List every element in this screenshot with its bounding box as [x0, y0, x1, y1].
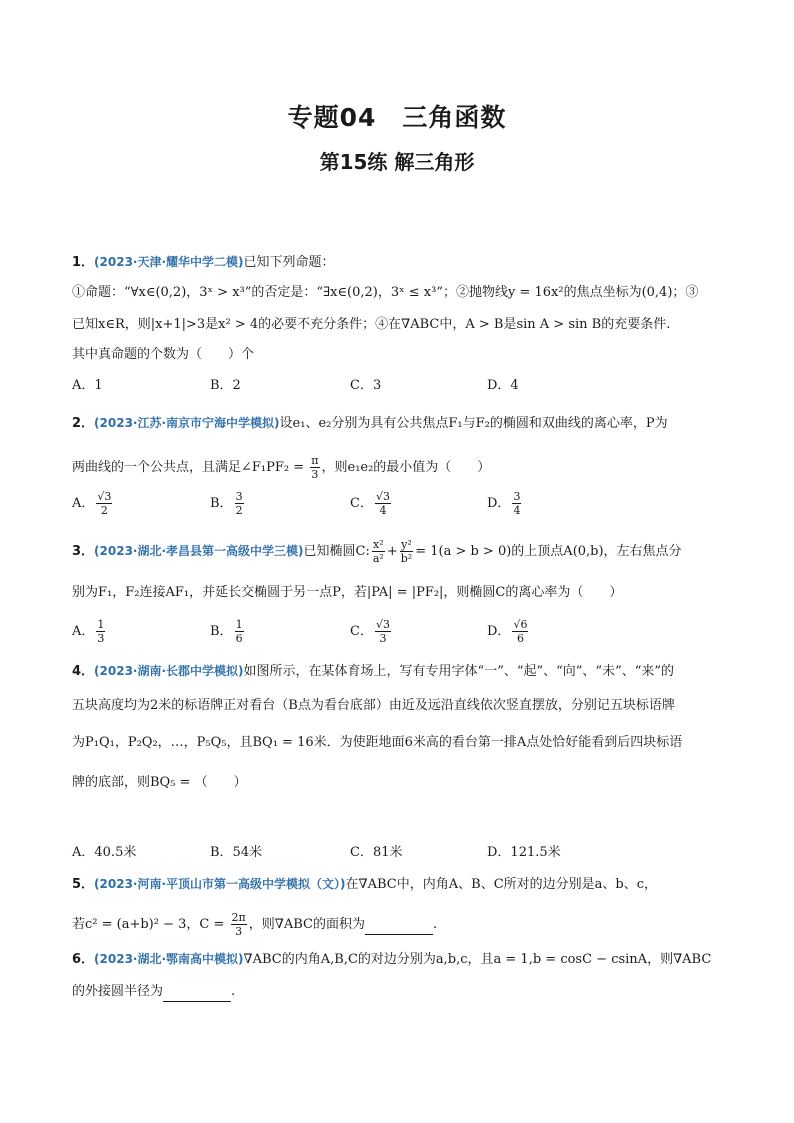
q2-fraction-numerator: π	[311, 454, 319, 467]
q3-fraction-x-numerator: x²	[373, 538, 384, 551]
q3-option-b-denominator: 6	[235, 632, 243, 645]
q2-option-a-label: A．	[72, 496, 95, 511]
q2-option-a-fraction	[96, 490, 112, 517]
q1-option-b: B．2	[210, 378, 241, 393]
q6-text-2b: .	[231, 984, 236, 999]
q3-option-a-label: A．	[72, 624, 95, 639]
q2-option-b-label: B．	[210, 496, 233, 511]
q5-text-1: 在∇ABC中，内角A、B、C所对的边分别是a、b、c，	[345, 877, 657, 892]
q3-option-a-denominator: 3	[97, 632, 105, 645]
q2-option-d-denominator: 4	[513, 504, 521, 517]
q3-fraction-y-denominator: b²	[400, 552, 413, 565]
q5-line-1	[72, 875, 657, 894]
q2-option-c	[350, 490, 393, 517]
q4-option-a: A．40.5米	[72, 845, 137, 860]
q2-line-2	[72, 454, 490, 481]
q4-number: 4．	[72, 664, 95, 679]
q3-option-c-fraction	[375, 618, 391, 645]
q2-option-d-fraction	[512, 490, 521, 517]
q1-line-2: ①命题：“∀x∈(0,2)，3ˣ > x³”的否定是：“∃x∈(0,2)，3ˣ ≤ x³”；②抛物线y = 16x²的焦点坐标为(0,4)；③	[72, 285, 699, 300]
q3-option-d-fraction	[512, 618, 528, 645]
q2-option-c-numerator: √3	[375, 490, 390, 503]
q2-option-d-label: D．	[487, 496, 511, 511]
q5-line-2	[72, 911, 437, 938]
q3-option-d	[487, 618, 530, 645]
q3-fraction-y-numerator: y²	[401, 538, 412, 551]
q4-option-c: C．81米	[350, 845, 403, 860]
q3-text-1b: = 1(a > b > 0)的上顶点A(0,b)，左右焦点分	[415, 544, 682, 559]
q1-number: 1．	[72, 255, 95, 270]
q2-fraction-denominator: 3	[311, 468, 319, 481]
q3-fraction-x	[372, 538, 385, 565]
q5-text-2b: ，则∇ABC的面积为	[248, 917, 365, 932]
q2-text-1: 设e₁、e₂分别为具有公共焦点F₁与F₂的椭圆和双曲线的离心率，P为	[279, 416, 668, 431]
q5-number: 5．	[72, 877, 95, 892]
q4-line-4: 牌的底部，则BQ₅ = （ ）	[72, 775, 247, 790]
q4-option-d: D．121.5米	[487, 845, 561, 860]
q1-line-3: 已知x∈R，则|x+1|>3是x² > 4的必要不充分条件；④在∇ABC中，A > B是sin A > sin B的充要条件.	[72, 317, 671, 332]
q3-option-c-numerator: √3	[375, 618, 390, 631]
q4-source: (2023·湖南·长郡中学模拟)	[94, 664, 244, 678]
q5-text-2c: .	[432, 917, 438, 932]
q4-text-1: 如图所示，在某体育场上，写有专用字体“一”、“起”、“向”、“未”、“来”的	[243, 664, 675, 679]
q4-line-3: 为P₁Q₁，P₂Q₂，…，P₅Q₅，且BQ₁ = 16米．为使距地面6米高的看台第一排A点处恰好能看到后四块标语	[72, 735, 683, 750]
q3-option-c-label: C．	[350, 624, 373, 639]
q2-text-2b: ，则e₁e₂的最小值为（ ）	[321, 460, 491, 475]
q2-text-2a: 两曲线的一个公共点，且满足∠F₁PF₂ =	[72, 460, 309, 475]
q1-line-4: 其中真命题的个数为（ ）个	[72, 347, 255, 362]
q3-number: 3．	[72, 544, 95, 559]
q1-text-1: 已知下列命题：	[243, 255, 335, 270]
q2-option-a	[72, 490, 114, 517]
q4-line-2: 五块高度均为2米的标语牌正对看台（B点为看台底部）由近及远沿直线依次竖直摆放，分别记五块标语牌	[72, 698, 675, 713]
q5-fraction-denominator: 3	[235, 925, 243, 938]
q2-line-1	[72, 414, 668, 433]
q1-option-a: A．1	[72, 378, 103, 393]
q2-option-b-fraction	[235, 490, 244, 517]
q5-answer-blank[interactable]	[365, 916, 433, 935]
q2-number: 2．	[72, 416, 95, 431]
q1-line-1	[72, 253, 335, 272]
q2-option-c-fraction	[375, 490, 391, 517]
q4-line-1	[72, 662, 674, 681]
q3-option-a-fraction	[96, 618, 105, 645]
q2-option-d-numerator: 3	[513, 490, 521, 503]
q3-option-c-denominator: 3	[379, 632, 387, 645]
q5-source: (2023·河南·平顶山市第一高级中学模拟（文）)	[94, 877, 346, 891]
q6-line-2	[72, 983, 235, 1002]
q2-option-d	[487, 490, 523, 517]
q2-option-a-denominator: 2	[100, 504, 108, 517]
q3-line-2: 别为F₁，F₂连接AF₁，并延长交椭圆于另一点P，若|PA| = |PF₂|，则椭圆C的离心率为（ ）	[72, 585, 623, 600]
q3-line-1	[72, 538, 682, 565]
q6-number: 6．	[72, 952, 95, 967]
q3-option-d-denominator: 6	[516, 632, 524, 645]
q3-option-d-numerator: √6	[513, 618, 528, 631]
q1-option-c: C．3	[350, 378, 382, 393]
q3-option-b-label: B．	[210, 624, 233, 639]
q3-option-c	[350, 618, 393, 645]
q6-line-1	[72, 950, 711, 969]
q1-option-d: D．4	[487, 378, 519, 393]
q3-source: (2023·湖北·孝昌县第一高级中学三模)	[94, 544, 304, 558]
q5-text-2a: 若c² = (a+b)² − 3，C =	[72, 917, 229, 932]
q2-option-b-denominator: 2	[235, 504, 243, 517]
q3-option-a-numerator: 1	[97, 618, 105, 631]
q2-option-c-denominator: 4	[379, 504, 387, 517]
q1-source: (2023·天津·耀华中学二模)	[94, 255, 244, 269]
q3-option-b	[210, 618, 246, 645]
q3-option-a	[72, 618, 107, 645]
q3-fraction-x-denominator: a²	[372, 552, 384, 565]
q3-plus-sign: +	[386, 544, 398, 559]
q3-option-b-numerator: 1	[235, 618, 243, 631]
q6-text-2a: 的外接圆半径为	[72, 984, 164, 999]
q3-option-d-label: D．	[487, 624, 511, 639]
q3-fraction-y	[400, 538, 413, 565]
q2-option-b	[210, 490, 246, 517]
page-title: 专题04 三角函数	[287, 103, 507, 132]
q4-option-b: B．54米	[210, 845, 263, 860]
q3-text-1a: 已知椭圆C:	[303, 544, 370, 559]
q3-option-b-fraction	[235, 618, 244, 645]
q5-fraction-numerator: 2π	[231, 911, 246, 924]
q2-option-a-numerator: √3	[97, 490, 112, 503]
q2-option-b-numerator: 3	[235, 490, 243, 503]
q6-answer-blank[interactable]	[163, 983, 231, 1002]
q2-angle-fraction	[310, 454, 319, 481]
q2-source: (2023·江苏·南京市宁海中学模拟)	[94, 416, 280, 430]
q2-option-c-label: C．	[350, 496, 373, 511]
page-subtitle: 第15练 解三角形	[319, 150, 475, 174]
q5-angle-fraction	[231, 911, 247, 938]
q6-text-1: ∇ABC的内角A,B,C的对边分别为a,b,c，且a = 1,b = cosC − csinA，则∇ABC	[243, 952, 712, 967]
q6-source: (2023·湖北·鄂南高中模拟)	[94, 952, 244, 966]
